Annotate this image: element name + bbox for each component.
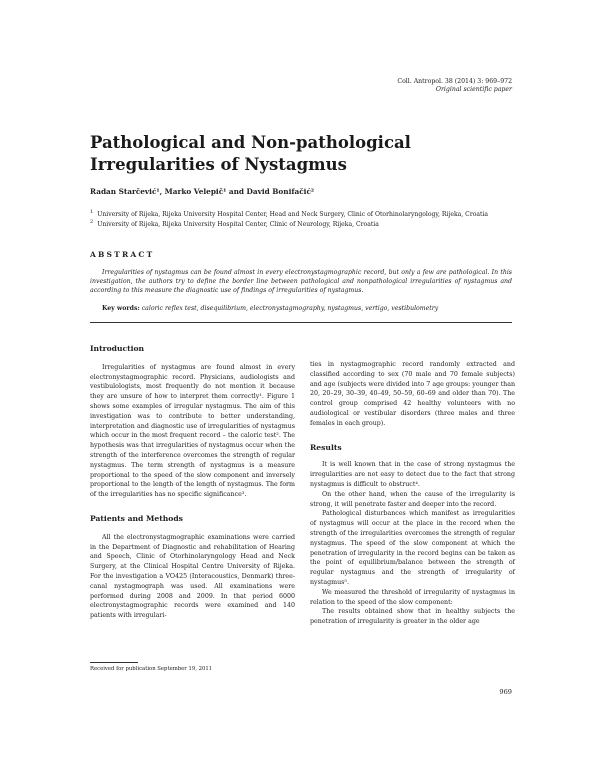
results-heading: Results	[310, 442, 342, 452]
results-paragraph-2: On the other hand, when the cause of the irregularity is strong, it will penetrate faster and deeper into the record.	[310, 490, 515, 508]
methods-heading: Patients and Methods	[90, 513, 183, 523]
keywords-text: caloric reflex test, disequilibrium, electronystagmography, nystagmus, vertigo, vestibulometry	[141, 305, 439, 312]
affiliation-text: University of Rijeka, Rijeka University Hospital Center, Head and Neck Surgery, Clinic of Otorhinolaryngology, Rijeka, Croatia	[97, 211, 489, 219]
results-paragraph-5: The results obtained show that in healthy subjects the penetration of irregularity is greater in the older age	[310, 608, 515, 626]
affiliation-number: 1	[90, 209, 94, 215]
methods-paragraph: All the electronystagmographic examinations were carried in the Department of Diagnostic and rehabilitation of Hearing and Speech, Clinic of Otorhinolaryngology Head and Neck Surgery, at the Clinical Hospital Centre University of Rijeka. For the investigation a VO425 (Interacoustics, Denmark) three-canal nystagmograph was used. All examinations were performed during 2008 and 2009. In that period 6000 electronystagmographic records were examined and 140 patients with irregulari-	[90, 533, 295, 620]
author-list: Radan Starčević¹, Marko Velepič¹ and David Bonifačić²	[90, 187, 315, 196]
page-number: 969	[499, 688, 512, 696]
methods-paragraph-continued: ties in nystagmographic record randomly extracted and classified according to sex (70 male and 70 female subjects) and age (subjects were divided into 7 age groups: younger than 20, 20–29, 30–39, 40–49, 50–59, 60–69 and older than 70). The control group comprised 42 healthy volunteers with no audiological or vestibular disorders (three males and three females in each group).	[310, 361, 515, 427]
affiliation-2	[90, 218, 379, 229]
introduction-paragraph: Irregularities of nystagmus are found almost in every electronystagmographic record. Physicians, audiologists and vestibulologists, most frequently do not mention it because they are unsure of how to interpret them correctly¹. Figure 1 shows some examples of irregular nystagmus. The aim of this investigation was to contribute to better understanding, interpretation and diagnostic use of irregularities of nystagmus which occur in the most frequent record – the caloric test². The hypothesis was that irregularities of nystagmus occur when the strength of the interference overcomes the strength of regular nystagmus. The term strength of nystagmus is a measure proportional to the speed of the slow component and inversely proportional to the length of the length of nystagmus. The form of the irregularities has no specific significance³.	[90, 363, 295, 499]
abstract-divider	[90, 322, 512, 323]
introduction-heading: Introduction	[90, 344, 145, 353]
paper-title: Pathological and Non-pathological Irregularities of Nystagmus	[90, 133, 411, 174]
abstract-text: Irregularities of nystagmus can be found almost in every electronystagmographic record, but only a few are pathological. In this investigation, the authors try to define the border line between pathological and nonpathological irregularities of nystagmus and according to this measure the diagnostic use of findings of irregularities of nystagmus.	[90, 269, 512, 294]
received-date-footnote: Received for publication September 19, 2011	[90, 666, 213, 672]
keywords-label: Key words:	[102, 305, 140, 312]
results-paragraph-3: Pathological disturbances which manifest as irregularities of nystagmus will occur at the place in the record when the strength of the irregularities overcomes the strength of regular nystagmus. The speed of the slow component at which the penetration of irregularity in the record begins can be taken as the point of equilibrium/balance between the strength of regular nystagmus and the strength of irregularity of nystagmus⁵.	[310, 510, 515, 586]
abstract-heading: ABSTRACT	[90, 250, 155, 259]
right-column	[310, 360, 515, 627]
left-column	[90, 344, 295, 621]
footnote-divider	[90, 662, 138, 663]
affiliation-number: 2	[90, 219, 94, 225]
journal-header	[397, 78, 512, 94]
results-paragraph-1: It is well known that in the case of strong nystagmus the irregularities are not easy to detect due to the fact that strong nystagmus is difficult to obstruct⁴.	[310, 461, 515, 488]
results-paragraph-4: We measured the threshold of irregularity of nystagmus in relation to the speed of the slow component:	[310, 588, 515, 606]
article-type: Original scientific paper	[435, 86, 512, 93]
journal-citation: Coll. Antropol. 38 (2014) 3: 969–972	[397, 78, 512, 85]
keywords	[90, 305, 512, 312]
affiliation-text: University of Rijeka, Rijeka University Hospital Center, Clinic of Neurology, Rijeka, Croatia	[97, 221, 379, 229]
